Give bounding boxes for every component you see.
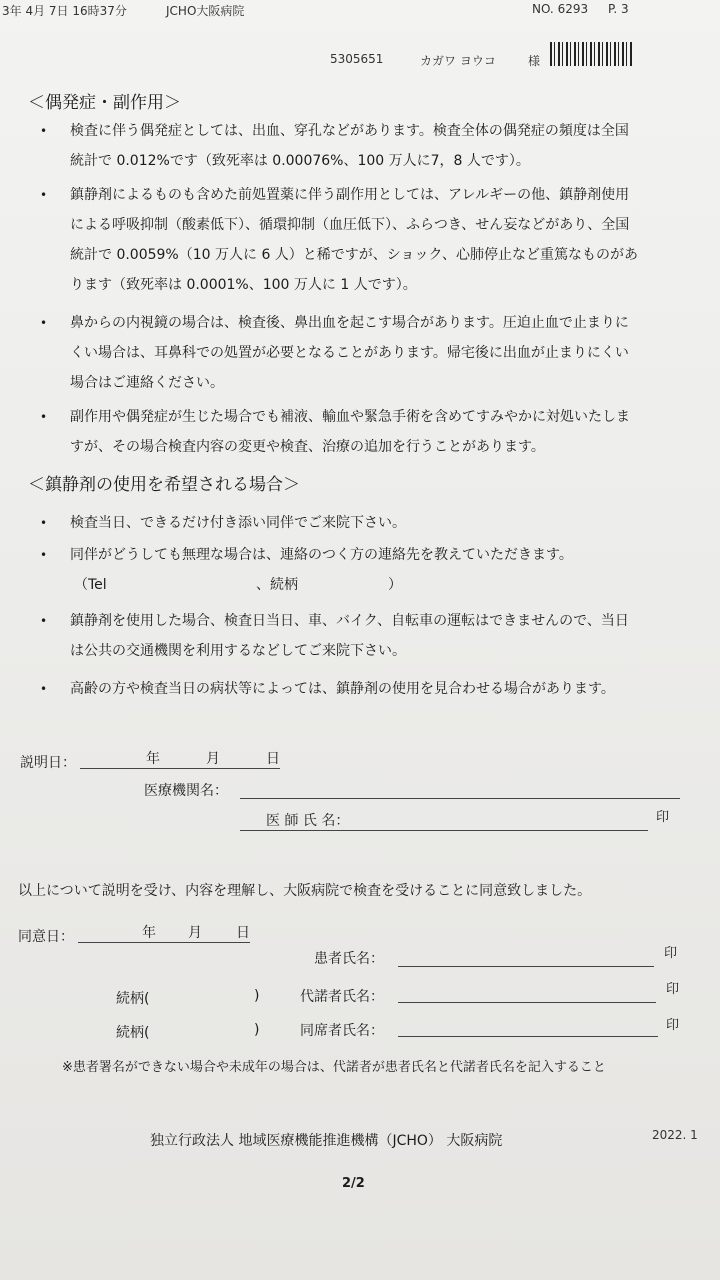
attendee-name-field[interactable] (398, 1036, 658, 1037)
bullet-icon: • (40, 548, 48, 562)
doctor-label: 医 師 氏 名： (266, 813, 350, 829)
explain-date-field[interactable] (80, 768, 280, 769)
explain-date-label: 説明日： (20, 755, 76, 771)
consent-text: 以上について説明を受け、内容を理解し、大阪病院で検査を受けることに同意致しました。 (18, 883, 592, 899)
contact-tel: （Tel (74, 577, 107, 593)
sedation-item-4: 高齢の方や検査当日の病状等によっては、鎮静剤の使用を見合わせる場合があります。 (70, 681, 615, 697)
proxy-relation-label: 続柄( (116, 991, 150, 1007)
month-label: 月 (188, 925, 202, 941)
doctor-seal: 印 (656, 810, 670, 825)
fax-page: P. 3 (608, 2, 629, 16)
institution-field[interactable] (240, 798, 680, 799)
contact-relation: 、続柄 (256, 577, 298, 593)
consent-note: ※患者署名ができない場合や未成年の場合は、代諾者が患者氏名と代諾者氏名を記入すること (62, 1060, 606, 1075)
year-label: 年 (142, 925, 156, 941)
complication-item-1: 検査に伴う偶発症としては、出血、穿孔などがあります。検査全体の偶発症の頻度は全国 統計で 0.012%です（致死率は 0.00076%、100 万人に7，8 人です）。 (70, 123, 629, 169)
footer-organization: 独立行政法人 地域医療機能推進機構（JCHO） 大阪病院 (150, 1133, 503, 1149)
patient-name-field[interactable] (398, 966, 654, 967)
bullet-icon: • (40, 188, 48, 202)
fax-institution: JCHO大阪病院 (166, 4, 245, 18)
doctor-field[interactable] (240, 830, 648, 831)
bullet-icon: • (40, 410, 48, 424)
day-label: 日 (236, 925, 250, 941)
barcode (550, 42, 634, 66)
footer-page-number: 2/2 (342, 1176, 365, 1191)
attendee-name-label: 同席者氏名： (300, 1023, 384, 1039)
consent-date-field[interactable] (78, 942, 250, 943)
fax-datetime: 3年 4月 7日 16時37分 (2, 4, 127, 18)
patient-id: 5305651 (330, 52, 384, 66)
attendee-relation-label: 続柄( (116, 1025, 150, 1041)
footer-version: 2022. 1 (652, 1128, 698, 1142)
bullet-icon: • (40, 682, 48, 696)
sedation-item-1: 検査当日、できるだけ付き添い同伴でご来院下さい。 (70, 515, 406, 531)
year-label: 年 (146, 751, 160, 767)
complication-item-4: 副作用や偶発症が生じた場合でも補液、輸血や緊急手術を含めてすみやかに対処いたしま すが、その場合検査内容の変更や検査、治療の追加を行うことがあります。 (70, 409, 630, 455)
day-label: 日 (266, 751, 280, 767)
sedation-item-2: 同伴がどうしても無理な場合は、連絡のつく方の連絡先を教えていただきます。 (70, 547, 573, 563)
complication-item-2: 鎮静剤によるものも含めた前処置薬に伴う副作用としては、アレルギーの他、鎮静剤使用 による呼吸抑制（酸素低下）、循環抑制（血圧低下）、ふらつき、せん妄などがあり、全国 統計で 0.0059%（10 万人に 6 人）と稀ですが、ショック、心肺停止など重篤なものがあ ります（致死率は 0.0001%、100 万人に 1 人です）。 (70, 187, 638, 293)
proxy-name-field[interactable] (398, 1002, 656, 1003)
bullet-icon: • (40, 316, 48, 330)
month-label: 月 (206, 751, 220, 767)
complications-title: ＜偶発症・副作用＞ (28, 93, 181, 113)
attendee-seal: 印 (666, 1018, 680, 1033)
patient-name-label: 患者氏名： (314, 951, 384, 967)
bullet-icon: • (40, 516, 48, 530)
attendee-relation-close: ) (254, 1022, 260, 1038)
honorific: 様 (528, 54, 541, 68)
bullet-icon: • (40, 614, 48, 628)
complication-item-3: 鼻からの内視鏡の場合は、検査後、鼻出血を起こす場合があります。圧迫止血で止まりに くい場合は、耳鼻科での処置が必要となることがあります。帰宅後に出血が止まりにくい 場合はご連絡ください。 (70, 315, 629, 391)
proxy-relation-close: ) (254, 988, 260, 1004)
sedation-item-3: 鎮静剤を使用した場合、検査日当日、車、バイク、自転車の運転はできませんので、当日 は公共の交通機関を利用するなどしてご来院下さい。 (70, 613, 629, 659)
patient-seal: 印 (664, 946, 678, 961)
sedation-title: ＜鎮静剤の使用を希望される場合＞ (28, 475, 300, 495)
fax-number: NO. 6293 (532, 2, 589, 16)
proxy-seal: 印 (666, 982, 680, 997)
bullet-icon: • (40, 124, 48, 138)
patient-name-kana: カガワ ヨウコ (420, 54, 496, 68)
institution-label: 医療機関名： (144, 783, 228, 799)
contact-close: ） (388, 577, 402, 593)
consent-date-label: 同意日： (18, 929, 74, 945)
proxy-name-label: 代諾者氏名： (300, 989, 384, 1005)
